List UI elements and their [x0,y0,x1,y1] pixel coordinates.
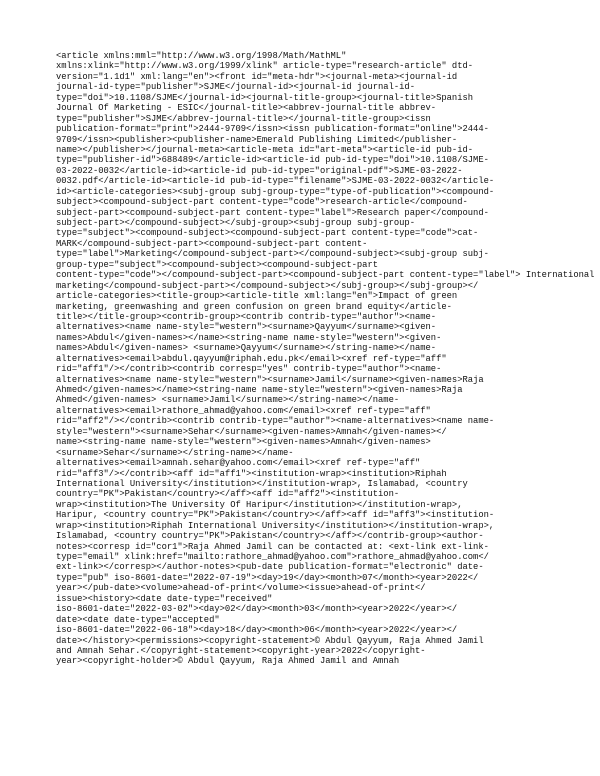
text-line: type="doi">10.1108/SJME</journal-id><journal-title-group><journal-title>Spanish [56,92,474,103]
text-line: alternatives><name name-style="western"><surname>Qayyum</surname><given- [56,322,437,333]
text-line: MARK</compound-subject-part><compound-subject-part content- [56,238,368,249]
text-line: type="publisher">SJME</abbrev-journal-title></journal-title-group><issn [56,113,431,124]
text-line: title></title-group><contrib-group><contrib contrib-type="author"><name- [56,311,437,322]
text-line: and Amnah Sehar.</copyright-statement><copyright-year>2022</copyright- [56,645,426,656]
text-line: 9709</issn><publisher><publisher-name>Emerald Publishing Limited</publisher- [56,134,458,145]
text-line: iso-8601-date="2022-03-02"><day>02</day><month>03</month><year>2022</year></ [56,604,458,615]
text-line: notes><corresp id="cor1">Raja Ahmed Jamil can be contacted at: <ext-link ext-link- [56,541,489,552]
text-line: name></publisher></journal-meta><article-meta id="art-meta"><article-id pub-id- [56,144,474,155]
text-line: ext-link></corresp></author-notes><pub-date publication-format="electronic" date- [56,562,484,573]
text-line: journal-id-type="publisher">SJME</journal-id><journal-id journal-id- [56,82,415,93]
text-line: type="email" xlink:href="mailto:rathore_ahmad@yahoo.com">rathore_ahmad@yahoo.com</ [56,552,489,562]
text-line: id><article-categories><subj-group subj-group-type="type-of-publication"><compound- [56,186,495,197]
text-line: alternatives><email>abdul.qayyum@riphah.edu.pk</email><xref ref-type="aff" [56,353,447,364]
text-line: group-type="subject"><compound-subject><compound-subject-part [56,259,379,270]
text-line: Islamabad, <country country="PK">Pakistan</country></aff></contrib-group><author- [56,531,484,542]
text-line: type="subject"><compound-subject><compound-subject-part content-type="code">cat- [56,228,479,239]
text-line: alternatives><name name-style="western"><surname>Jamil</surname><given-names>Raja [56,374,484,385]
text-line: type="label">Marketing</compound-subject-part></compound-subject><subj-group subj- [56,249,489,260]
text-line: alternatives><email>rathore_ahmad@yahoo.com</email><xref ref-type="aff" [56,405,431,416]
text-line: version="1.1d1" xml:lang="en"><front id="meta-hdr"><journal-meta><journal-id [56,71,458,82]
text-line: marketing</compound-subject-part></compound-subject></subj-group></subj-group></ [56,280,479,291]
text-line: year></pub-date><volume>ahead-of-print</volume><issue>ahead-of-print</ [56,583,426,594]
text-line: alternatives><email>amnah.sehar@yahoo.com</email><xref ref-type="aff" [56,458,421,469]
text-line: article-categories><title-group><article-title xml:lang="en">Impact of green [56,291,458,302]
text-line: <surname>Sehar</surname></string-name></name- [56,447,294,458]
xml-source-text [56,51,595,667]
text-line: publication-format="print">2444-9709</issn><issn publication-format="online">2444- [56,124,489,135]
text-line: rid="aff1"/></contrib><contrib corresp="yes" contrib-type="author"><name- [56,364,442,375]
text-line: Haripur, <country country="PK">Pakistan</country></aff><aff id="aff3"><institution- [56,510,495,521]
text-line: issue><history><date date-type="received" [56,593,273,604]
text-line: subject-part></compound-subject></subj-group><subj-group subj-group- [56,218,415,228]
text-line: Journal Of Marketing - ESIC</journal-title><abbrev-journal-title abbrev- [56,103,437,114]
text-line: type="publisher-id">688489</article-id><article-id pub-id-type="doi">10.1108/SJME- [56,155,489,166]
text-line: subject-part><compound-subject-part content-type="label">Research paper</compound- [56,207,489,218]
text-line: date><date date-type="accepted" [56,614,220,625]
text-line: names>Abdul</given-names> <surname>Qayyum</surname></string-name></name- [56,343,437,354]
text-line: names>Abdul</given-names></name><string-name name-style="western"><given- [56,332,442,343]
text-line: xmlns:xlink="http://www.w3.org/1999/xlink" article-type="research-article" dtd- [56,61,474,72]
text-line: rid="aff2"/></contrib><contrib contrib-type="author"><name-alternatives><name name- [56,416,495,427]
text-line: 0032.pdf</article-id><article-id pub-id-type="filename">SJME-03-2022-0032</article- [56,176,495,187]
text-line: wrap><institution>Riphah International University</institution></institution-wrap>, [56,520,495,531]
text-line: year><copyright-holder>© Abdul Qayyum, Raja Ahmed Jamil and Amnah [56,656,400,667]
text-line: wrap><institution>The University Of Haripur</institution></institution-wrap>, [56,499,463,510]
text-line: Ahmed</given-names> <surname>Jamil</surname></string-name></name- [56,395,400,406]
text-line: content-type="code"></compound-subject-part><compound-subject-part content-type="label"> International [56,270,595,281]
text-line: marketing, greenwashing and green confusion on green brand equity</article- [56,301,452,312]
text-line: 03-2022-0032</article-id><article-id pub-id-type="original-pdf">SJME-03-2022- [56,165,463,176]
text-line: International University</institution></institution-wrap>, Islamabad, <country [56,478,468,489]
text-line: date></history><permissions><copyright-statement>© Abdul Qayyum, Raja Ahmed Jamil [56,635,484,646]
text-line: type="pub" iso-8601-date="2022-07-19"><day>19</day><month>07</month><year>2022</ [56,572,479,583]
text-line: <article xmlns:mml="http://www.w3.org/1998/Math/MathML" [56,51,347,61]
text-line: style="western"><surname>Sehar</surname><given-names>Amnah</given-names></ [56,426,447,437]
text-line: rid="aff3"/></contrib><aff id="aff1"><institution-wrap><institution>Riphah [56,468,447,479]
text-line: Ahmed</given-names></name><string-name name-style="western"><given-names>Raja [56,385,463,395]
text-line: name><string-name name-style="western"><given-names>Amnah</given-names> [56,437,431,448]
text-line: subject><compound-subject-part content-type="code">research-article</compound- [56,197,468,208]
text-line: country="PK">Pakistan</country></aff><aff id="aff2"><institution- [56,489,400,500]
text-line: iso-8601-date="2022-06-18"><day>18</day><month>06</month><year>2022</year></ [56,625,458,636]
